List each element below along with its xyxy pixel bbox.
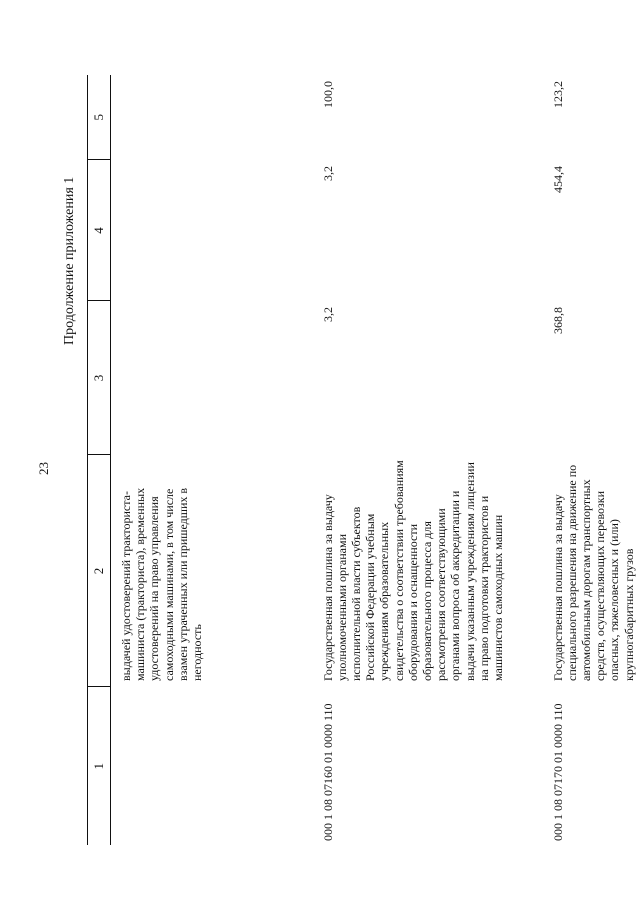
header-col-5: 5 (88, 75, 111, 160)
data-table (87, 75, 640, 845)
row-value-col4 (111, 160, 313, 301)
page-number: 23 (36, 462, 51, 475)
row-value-col3 (111, 301, 313, 455)
continuation-label: Продолжение приложения 1 (62, 176, 77, 345)
row-value-col4: 454,4 (550, 166, 565, 193)
row-value-col3: 368,8 (550, 307, 565, 334)
table-row (111, 75, 313, 845)
row-code: 000 1 08 07170 01 0000 110 (550, 703, 565, 841)
row-value-col5 (111, 75, 313, 160)
header-col-3: 3 (88, 301, 111, 455)
header-col-2: 2 (88, 455, 111, 687)
row-code (111, 687, 313, 845)
row-value-col5: 100,0 (320, 81, 335, 108)
table-row (313, 75, 543, 845)
header-col-1: 1 (91, 763, 106, 770)
header-col-4: 4 (88, 160, 111, 301)
row-code: 000 1 08 07160 01 0000 110 (320, 703, 335, 841)
row-value-col4: 3,2 (320, 166, 335, 181)
row-description: Государственная пошлина за выдачу специального разрешения на движение по автомобильным дорогам транспортных средств, осуществляющих перевозки опасных, тяжеловесных и (или) крупногабаритных грузов (550, 464, 636, 681)
header-row (88, 75, 111, 845)
row-description: Государственная пошлина за выдачу уполномоченными органами исполнительной власти субъектов Российской Федерации учебным учреждениям образовательных свидетельства о соответствии требованиям оборудования и оснащенности образовательного процесса для рассмотрения соответствующими органами вопроса об аккредитации и выдачи указанным учреждениям лицензии на право подготовки трактористов и машинистов самоходных машин (320, 460, 505, 681)
table-row (543, 75, 640, 845)
row-value-col5: 123,2 (550, 81, 565, 108)
row-description: выдачей удостоверений тракториста-машиниста (тракториста), временных удостоверений на право управления самоходными машинами, в том числе взамен утраченных или пришедших в негодность (119, 487, 205, 681)
row-value-col3: 3,2 (320, 307, 335, 322)
